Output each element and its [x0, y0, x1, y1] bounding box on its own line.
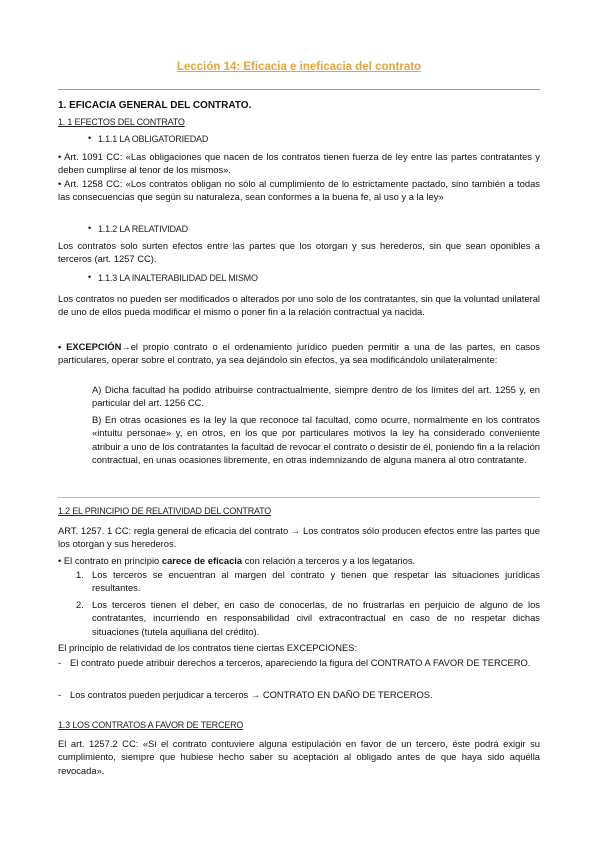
- list-item-2: Los terceros tienen el deber, en caso de conocerlas, de no frustrarlas en perjuicio de alguno de los contratantes, incurriendo en responsabilidad civil extracontractual en caso de no respetar dichas situaciones (tutela aquiliana del crédito).: [92, 599, 540, 637]
- excepcion-text: →el propio contrato o el ordenamiento jurídico pueden permitir a una de las partes, en casos particulares, operar sobre el contrato, ya sea dejándolo sin efectos, ya sea modificándolo unilateralmente:: [58, 341, 540, 366]
- dash-icon: -: [58, 657, 62, 668]
- list-item-1: Los terceros se encuentran al margen del contrato y tienen que respetar las situaciones jurídicas resultantes.: [92, 569, 540, 594]
- list-number: 2.: [76, 599, 84, 610]
- section-1-3-heading: 1.3 LOS CONTRATOS A FAVOR DE TERCERO: [58, 720, 244, 730]
- divider: [58, 497, 540, 498]
- paragraph-art-1257-2: El art. 1257.2 CC: «Si el contrato contuviere alguna estipulación en favor de un tercero, éste podrá exigir su cumplimiento, siempre que hubiese hecho saber su aceptación al obligado antes de que haya sido aquélla revocada».: [58, 738, 540, 776]
- paragraph-a: A) Dicha facultad ha podido atribuirse contractualmente, siempre dentro de los límites del art. 1255 y, en particular del art. 1256 CC.: [92, 384, 540, 409]
- dash-item-1: El contrato puede atribuir derechos a terceros, apareciendo la figura del CONTRATO A FAVOR DE TERCERO.: [70, 657, 531, 668]
- paragraph-art-1091: • Art. 1091 CC: «Las obligaciones que nacen de los contratos tienen fuerza de ley entre las partes contratantes y deben cumplirse al tenor de los mismos».: [58, 151, 540, 176]
- paragraph-art-1257: ART. 1257. 1 CC: regla general de eficacia del contrato → Los contratos sólo producen efectos entre las partes que los otorgan y sus herederos.: [58, 525, 540, 550]
- section-1-2-heading: 1.2 EL PRINCIPIO DE RELATIVIDAD DEL CONTRATO: [58, 506, 272, 516]
- bullet-icon: •: [88, 223, 92, 233]
- subsection-1-1-2: 1.1.2 LA RELATIVIDAD: [98, 224, 188, 234]
- section-1-1-heading: 1. 1 EFECTOS DEL CONTRATO: [58, 117, 185, 127]
- bullet-icon: •: [88, 133, 92, 143]
- paragraph-art-1258: • Art. 1258 CC: «Los contratos obligan no sólo al cumplimiento de lo estrictamente pactado, sino también a todas las consecuencias que según su naturaleza, sean conformes a la buena fe, al uso y a la ley»: [58, 178, 540, 203]
- paragraph-excepciones: El principio de relatividad de los contratos tiene ciertas EXCEPCIONES:: [58, 642, 358, 653]
- paragraph-carece: • El contrato en principio carece de eficacia con relación a terceros y a los legatarios.: [58, 555, 416, 566]
- list-number: 1.: [76, 569, 84, 580]
- lesson-title: Lección 14: Eficacia e ineficacia del contrato: [176, 61, 422, 73]
- paragraph-relatividad: Los contratos solo surten efectos entre las partes que los otorgan y sus herederos, sin que sean oponibles a terceros (art. 1257 CC).: [58, 240, 540, 265]
- subsection-1-1-1: 1.1.1 LA OBLIGATORIEDAD: [98, 134, 209, 144]
- section-1-heading: 1. EFICACIA GENERAL DEL CONTRATO.: [58, 100, 252, 111]
- paragraph-excepcion: [58, 340, 540, 367]
- paragraph-b: B) En otras ocasiones es la ley la que reconoce tal facultad, como ocurre, normalmente en los contratos «intuitu personae» y, en otros, en los que por particulares motivos la ley ha considerado conveniente atribuir a uno de los contratantes la facultad de revocar el contrato o desistir de él, poniendo fin a la relación contractual, en unas ocasiones libremente, en otras indemnizando de alguna manera al otro contratante.: [92, 414, 540, 465]
- title-rule: [58, 89, 540, 90]
- dash-icon: -: [58, 689, 62, 700]
- bullet-icon: •: [88, 272, 92, 282]
- carece-bold: carece de eficacia: [161, 555, 243, 566]
- excepcion-label: • EXCEPCIÓN: [58, 341, 122, 352]
- subsection-1-1-3: 1.1.3 LA INALTERABILIDAD DEL MISMO: [98, 273, 258, 283]
- paragraph-inalterabilidad: Los contratos no pueden ser modificados o alterados por uno solo de los contratantes, sin que la voluntad unilateral de uno de ellos pueda modificar el mismo o poner fin a la relación contractual ya nacida.: [58, 293, 540, 318]
- dash-item-2: Los contratos pueden perjudicar a terceros → CONTRATO EN DAÑO DE TERCEROS.: [70, 689, 433, 700]
